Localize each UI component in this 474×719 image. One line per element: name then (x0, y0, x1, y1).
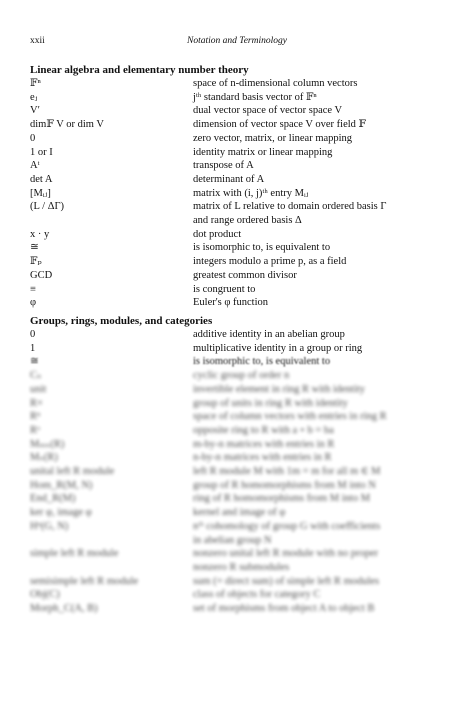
notation-symbol: det A (30, 173, 53, 185)
notation-symbol: 0 (30, 329, 36, 340)
notation-symbol: GCD (30, 269, 53, 281)
notation-symbol: Morph_C(A, B) (30, 603, 98, 615)
notation-description: set of morphisms from object A to object B (193, 603, 375, 615)
notation-entry (30, 438, 450, 452)
notation-entry (30, 214, 450, 228)
notation-symbol: Aᵗ (30, 160, 40, 172)
notation-description: matrix with (i, j)ᵗʰ entry Mᵢⱼ (193, 187, 309, 199)
notation-description: determinant of A (193, 173, 265, 185)
notation-symbol: V′ (30, 105, 40, 117)
page-number: xxii (30, 36, 45, 46)
notation-symbol: 𝔽ⁿ (30, 78, 41, 89)
notation-symbol: 1 or I (30, 146, 53, 158)
running-header (30, 36, 444, 48)
notation-entry (30, 520, 450, 534)
notation-description: is isomorphic to, is equivalent to (193, 356, 331, 368)
notation-description: Euler's φ function (193, 297, 269, 309)
notation-entry (30, 383, 450, 397)
notation-entry (30, 465, 450, 479)
notation-entry (30, 410, 450, 424)
notation-entry (30, 547, 450, 561)
notation-list (30, 328, 450, 616)
notation-description: is isomorphic to, is equivalent to (193, 242, 331, 254)
notation-symbol: ≅ (30, 242, 39, 254)
notation-description: sum (= direct sum) of simple left R modules (193, 575, 380, 587)
notation-symbol: x · y (30, 228, 50, 240)
notation-entry (30, 424, 450, 438)
notation-description: opposite ring to R with a ∘ b = ba (193, 424, 334, 436)
notation-symbol: Obj(C) (30, 589, 60, 601)
notation-symbol: ≡ (30, 283, 36, 295)
notation-description: identity matrix or linear mapping (193, 146, 333, 158)
notation-description: in abelian group N (193, 534, 272, 546)
notation-description: ring of R homomorphisms from M into M (193, 493, 371, 505)
notation-symbol: 0 (30, 132, 36, 144)
notation-entry (30, 118, 450, 132)
notation-symbol: semisimple left R module (30, 575, 139, 587)
section-linear-algebra (30, 63, 450, 310)
notation-description: cyclic group of order n (193, 370, 290, 382)
notation-description: nᵗʰ cohomology of group G with coefficients (193, 520, 381, 532)
notation-entry (30, 104, 450, 118)
notation-symbol: φ (30, 297, 37, 309)
running-title: Notation and Terminology (187, 36, 287, 46)
notation-entry (30, 146, 450, 160)
notation-symbol: eⱼ (30, 91, 38, 103)
notation-list (30, 77, 450, 310)
notation-symbol: Mₘₙ(R) (30, 438, 65, 450)
notation-entry (30, 506, 450, 520)
notation-entry (30, 561, 450, 575)
notation-entry (30, 241, 450, 255)
notation-entry (30, 369, 450, 383)
notation-description: group of R homomorphisms from M into N (193, 479, 376, 491)
notation-description: matrix of L relative to domain ordered basis Γ (193, 201, 387, 213)
notation-entry (30, 173, 450, 187)
notation-symbol: simple left R module (30, 548, 119, 560)
notation-symbol: 𝔽ₚ (30, 256, 42, 268)
notation-entry (30, 451, 450, 465)
notation-entry (30, 296, 450, 310)
notation-description: integers modulo a prime p, as a field (193, 256, 347, 268)
notation-symbol: [Mᵢⱼ] (30, 187, 51, 199)
notation-symbol: (L / ΔΓ) (30, 201, 65, 213)
notation-entry (30, 397, 450, 411)
notation-symbol: Rⁿ (30, 411, 41, 423)
notation-symbol: dim𝔽 V or dim V (30, 119, 104, 131)
notation-entry (30, 492, 450, 506)
notation-description: left R module M with 1m = m for all m ∈ M (193, 466, 381, 478)
notation-entry (30, 575, 450, 589)
notation-symbol: R× (30, 397, 43, 409)
notation-description: multiplicative identity in a group or ring (193, 342, 363, 354)
notation-description: n-by-n matrices with entries in R (193, 452, 332, 464)
notation-description: space of n-dimensional column vectors (193, 78, 358, 89)
notation-description: group of units in ring R with identity (193, 397, 348, 409)
notation-entry (30, 328, 450, 342)
notation-symbol: unital left R module (30, 466, 115, 478)
notation-symbol: Cₙ (30, 370, 42, 382)
notation-description: invertible element in ring R with identity (193, 383, 366, 395)
notation-entry (30, 342, 450, 356)
notation-description: m-by-n matrices with entries in R (193, 438, 335, 450)
notation-entry (30, 602, 450, 616)
notation-entry (30, 132, 450, 146)
notation-description: dual vector space of vector space V (193, 105, 343, 117)
notation-symbol: 1 (30, 342, 36, 354)
notation-entry (30, 479, 450, 493)
notation-symbol: ≅ (30, 356, 39, 368)
section-groups-rings (30, 314, 450, 616)
notation-description: dimension of vector space V over field 𝔽 (193, 119, 366, 131)
notation-entry (30, 187, 450, 201)
section-title: Groups, rings, modules, and categories (30, 315, 213, 327)
notation-description: class of objects for category C (193, 589, 321, 601)
notation-description: space of column vectors with entries in ring R (193, 411, 387, 423)
notation-entry (30, 534, 450, 548)
notation-entry (30, 77, 450, 91)
notation-description: kernel and image of φ (193, 507, 286, 519)
notation-symbol: Hⁿ(G, N) (30, 520, 69, 532)
notation-description: dot product (193, 228, 242, 240)
notation-description: zero vector, matrix, or linear mapping (193, 132, 353, 144)
notation-entry (30, 588, 450, 602)
notation-symbol: Mₙ(R) (30, 452, 58, 464)
notation-entry (30, 283, 450, 297)
notation-entry (30, 355, 450, 369)
notation-entry (30, 91, 450, 105)
notation-description: jᵗʰ standard basis vector of 𝔽ⁿ (193, 91, 317, 103)
notation-description: greatest common divisor (193, 269, 297, 281)
notation-description: transpose of A (193, 160, 254, 172)
notation-symbol: unit (30, 383, 47, 395)
notation-description: nonzero unital left R module with no proper (193, 548, 379, 560)
notation-symbol: End_R(M) (30, 493, 76, 505)
notation-description: and range ordered basis Δ (193, 215, 302, 227)
notation-symbol: ker φ, image φ (30, 507, 92, 519)
notation-description: is congruent to (193, 283, 256, 295)
notation-description: nonzero R submodules (193, 561, 290, 573)
notation-entry (30, 200, 450, 214)
notation-symbol: Hom_R(M, N) (30, 479, 93, 491)
section-title: Linear algebra and elementary number theory (30, 64, 249, 76)
notation-description: additive identity in an abelian group (193, 329, 345, 340)
notation-entry (30, 228, 450, 242)
notation-entry (30, 269, 450, 283)
notation-entry (30, 255, 450, 269)
notation-entry (30, 159, 450, 173)
notation-symbol: Rᵒ (30, 424, 41, 436)
